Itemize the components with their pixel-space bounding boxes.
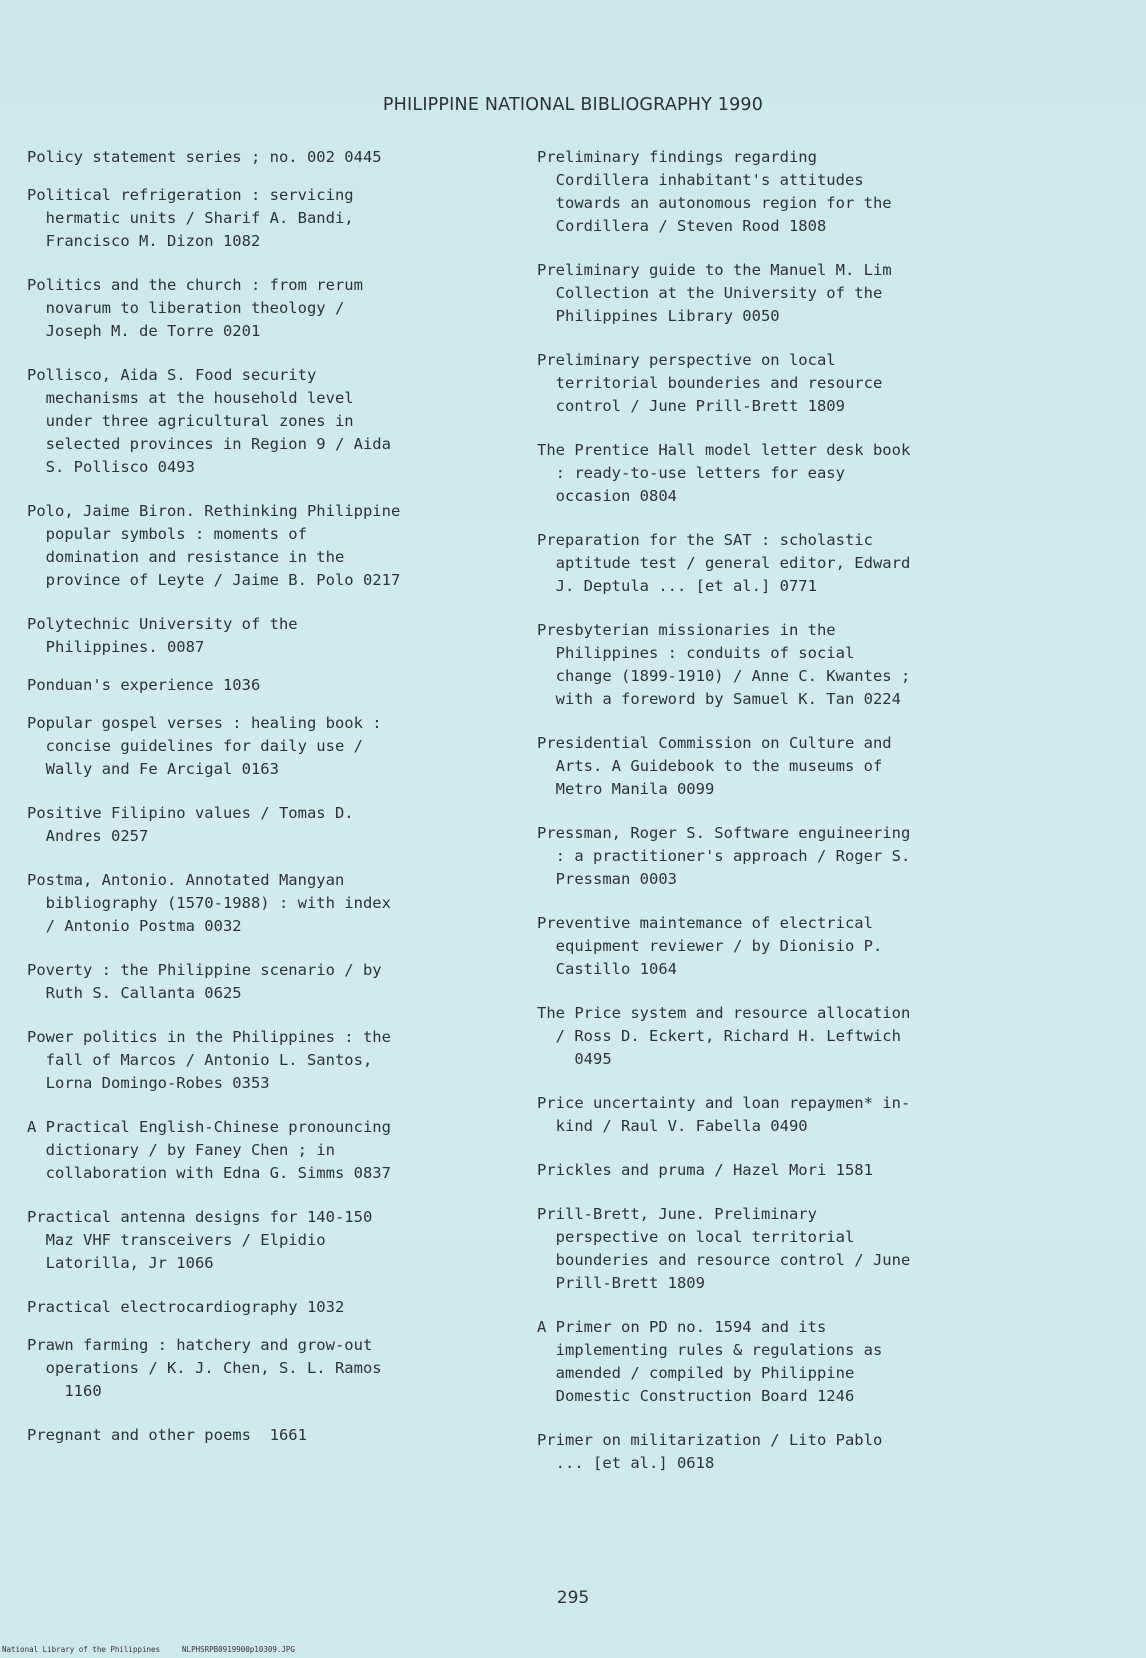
bibliography-entry [537,1316,1007,1408]
bibliography-entry [537,822,1007,891]
bibliography-entry [27,869,497,938]
entry-line: province of Leyte / Jaime B. Polo 0217 [27,571,401,589]
entry-line: Joseph M. de Torre 0201 [27,322,261,340]
bibliography-entry [537,439,1007,508]
entry-line: novarum to liberation theology / [27,299,345,317]
entry-line: perspective on local territorial [537,1228,855,1246]
entry-line: Prickles and pruma / Hazel Mori 1581 [537,1161,873,1179]
bibliography-entry [537,619,1007,711]
bibliography-entry [537,732,1007,801]
bibliography-entry [537,146,1007,238]
right-column [537,146,1007,1475]
footer [2,1645,317,1654]
entry-line: Pressman, Roger S. Software enguineering [537,824,911,842]
entry-line: domination and resistance in the [27,548,345,566]
entry-line: implementing rules & regulations as [537,1341,883,1359]
entry-line: Ponduan's experience 1036 [27,676,261,694]
entry-line: The Prentice Hall model letter desk book [537,441,911,459]
entry-line: 1160 [27,1382,102,1400]
bibliography-entry [27,959,497,1005]
entry-line: selected provinces in Region 9 / Aida [27,435,391,453]
entry-line: operations / K. J. Chen, S. L. Ramos [27,1359,382,1377]
bibliography-entry [27,712,497,781]
entry-line: Francisco M. Dizon 1082 [27,232,261,250]
bibliography-entry [537,1002,1007,1071]
bibliography-entry [27,674,497,697]
page-number: 295 [556,1588,590,1608]
entry-line: Popular gospel verses : healing book : [27,714,382,732]
entry-line: 0495 [537,1050,612,1068]
entry-line: Policy statement series ; no. 002 0445 [27,148,382,166]
entry-line: popular symbols : moments of [27,525,307,543]
entry-line: Polytechnic University of the [27,615,298,633]
entry-line: Power politics in the Philippines : the [27,1028,391,1046]
bibliography-entry [27,500,497,592]
entry-line: A Practical English-Chinese pronouncing [27,1118,391,1136]
entry-line: equipment reviewer / by Dionisio P. [537,937,883,955]
entry-line: Wally and Fe Arcigal 0163 [27,760,279,778]
footer-library: National Library of the Philippines [2,1645,161,1654]
bibliography-entry [27,802,497,848]
entry-line: concise guidelines for daily use / [27,737,363,755]
bibliography-entry [27,1116,497,1185]
bibliography-entry [27,146,497,169]
entry-line: bounderies and resource control / June [537,1251,911,1269]
bibliography-entry [27,274,497,343]
entry-line: Prill-Brett 1809 [537,1274,705,1292]
entry-line: Pressman 0003 [537,870,677,888]
bibliography-entry [537,1159,1007,1182]
entry-line: Castillo 1064 [537,960,677,978]
bibliography-entry [27,1026,497,1095]
bibliography-entry [27,1206,497,1275]
bibliography-entry [537,529,1007,598]
entry-line: Practical antenna designs for 140-150 [27,1208,373,1226]
entry-line: Presidential Commission on Culture and [537,734,892,752]
entry-line: A Primer on PD no. 1594 and its [537,1318,827,1336]
entry-line: / Antonio Postma 0032 [27,917,242,935]
entry-line: S. Pollisco 0493 [27,458,195,476]
entry-line: Cordillera inhabitant's attitudes [537,171,864,189]
entry-line: Political refrigeration : servicing [27,186,354,204]
page-header: PHILIPPINE NATIONAL BIBLIOGRAPHY 1990 [382,95,764,115]
entry-line: Politics and the church : from rerum [27,276,363,294]
entry-line: Cordillera / Steven Rood 1808 [537,217,827,235]
entry-line: under three agricultural zones in [27,412,354,430]
entry-line: / Ross D. Eckert, Richard H. Leftwich [537,1027,901,1045]
entry-line: kind / Raul V. Fabella 0490 [537,1117,808,1135]
entry-line: territorial bounderies and resource [537,374,883,392]
entry-line: Ruth S. Callanta 0625 [27,984,242,1002]
entry-line: Presbyterian missionaries in the [537,621,836,639]
entry-line: occasion 0804 [537,487,677,505]
entry-line: J. Deptula ... [et al.] 0771 [537,577,817,595]
bibliography-entry [537,1092,1007,1138]
entry-line: Positive Filipino values / Tomas D. [27,804,354,822]
bibliography-entry [537,349,1007,418]
entry-line: Prawn farming : hatchery and grow-out [27,1336,373,1354]
entry-line: aptitude test / general editor, Edward [537,554,911,572]
entry-line: Prill-Brett, June. Preliminary [537,1205,817,1223]
bibliography-entry [537,1429,1007,1475]
entry-line: Preliminary perspective on local [537,351,836,369]
entry-line: Andres 0257 [27,827,149,845]
entry-line: change (1899-1910) / Anne C. Kwantes ; [537,667,911,685]
entry-line: Philippines Library 0050 [537,307,780,325]
entry-line: The Price system and resource allocation [537,1004,911,1022]
footer-file-name: NLPHSRPB0919900p10309.JPG [182,1645,295,1654]
entry-line: Polo, Jaime Biron. Rethinking Philippine [27,502,401,520]
entry-line: fall of Marcos / Antonio L. Santos, [27,1051,373,1069]
entry-line: Poverty : the Philippine scenario / by [27,961,382,979]
entry-line: Latorilla, Jr 1066 [27,1254,214,1272]
entry-line: Preliminary guide to the Manuel M. Lim [537,261,892,279]
bibliography-entry [537,1203,1007,1295]
bibliography-entry [27,613,497,659]
entry-line: : a practitioner's approach / Roger S. [537,847,911,865]
entry-line: Collection at the University of the [537,284,883,302]
bibliography-entry [27,364,497,479]
entry-line: Preventive maintemance of electrical [537,914,873,932]
entry-line: Practical electrocardiography 1032 [27,1298,345,1316]
entry-line: : ready-to-use letters for easy [537,464,845,482]
entry-line: control / June Prill-Brett 1809 [537,397,845,415]
entry-line: Philippines : conduits of social [537,644,855,662]
left-column [27,146,497,1447]
entry-line: with a foreword by Samuel K. Tan 0224 [537,690,901,708]
entry-line: Pollisco, Aida S. Food security [27,366,317,384]
entry-line: bibliography (1570-1988) : with index [27,894,391,912]
entry-line: Preparation for the SAT : scholastic [537,531,873,549]
entry-line: mechanisms at the household level [27,389,354,407]
entry-line: dictionary / by Faney Chen ; in [27,1141,335,1159]
entry-line: Philippines. 0087 [27,638,205,656]
bibliography-entry [27,1424,497,1447]
bibliography-entry [537,259,1007,328]
bibliography-entry [537,912,1007,981]
entry-line: Price uncertainty and loan repaymen* in- [537,1094,911,1112]
entry-line: collaboration with Edna G. Simms 0837 [27,1164,391,1182]
entry-line: Preliminary findings regarding [537,148,817,166]
entry-line: hermatic units / Sharif A. Bandi, [27,209,354,227]
bibliography-entry [27,1296,497,1319]
entry-line: Maz VHF transceivers / Elpidio [27,1231,326,1249]
bibliography-entry [27,1334,497,1403]
entry-line: Metro Manila 0099 [537,780,715,798]
entry-line: Lorna Domingo-Robes 0353 [27,1074,270,1092]
entry-line: amended / compiled by Philippine [537,1364,855,1382]
bibliography-entry [27,184,497,253]
entry-line: Postma, Antonio. Annotated Mangyan [27,871,345,889]
entry-line: towards an autonomous region for the [537,194,892,212]
entry-line: ... [et al.] 0618 [537,1454,715,1472]
entry-line: Domestic Construction Board 1246 [537,1387,855,1405]
entry-line: Pregnant and other poems 1661 [27,1426,307,1444]
entry-line: Arts. A Guidebook to the museums of [537,757,883,775]
entry-line: Primer on militarization / Lito Pablo [537,1431,883,1449]
